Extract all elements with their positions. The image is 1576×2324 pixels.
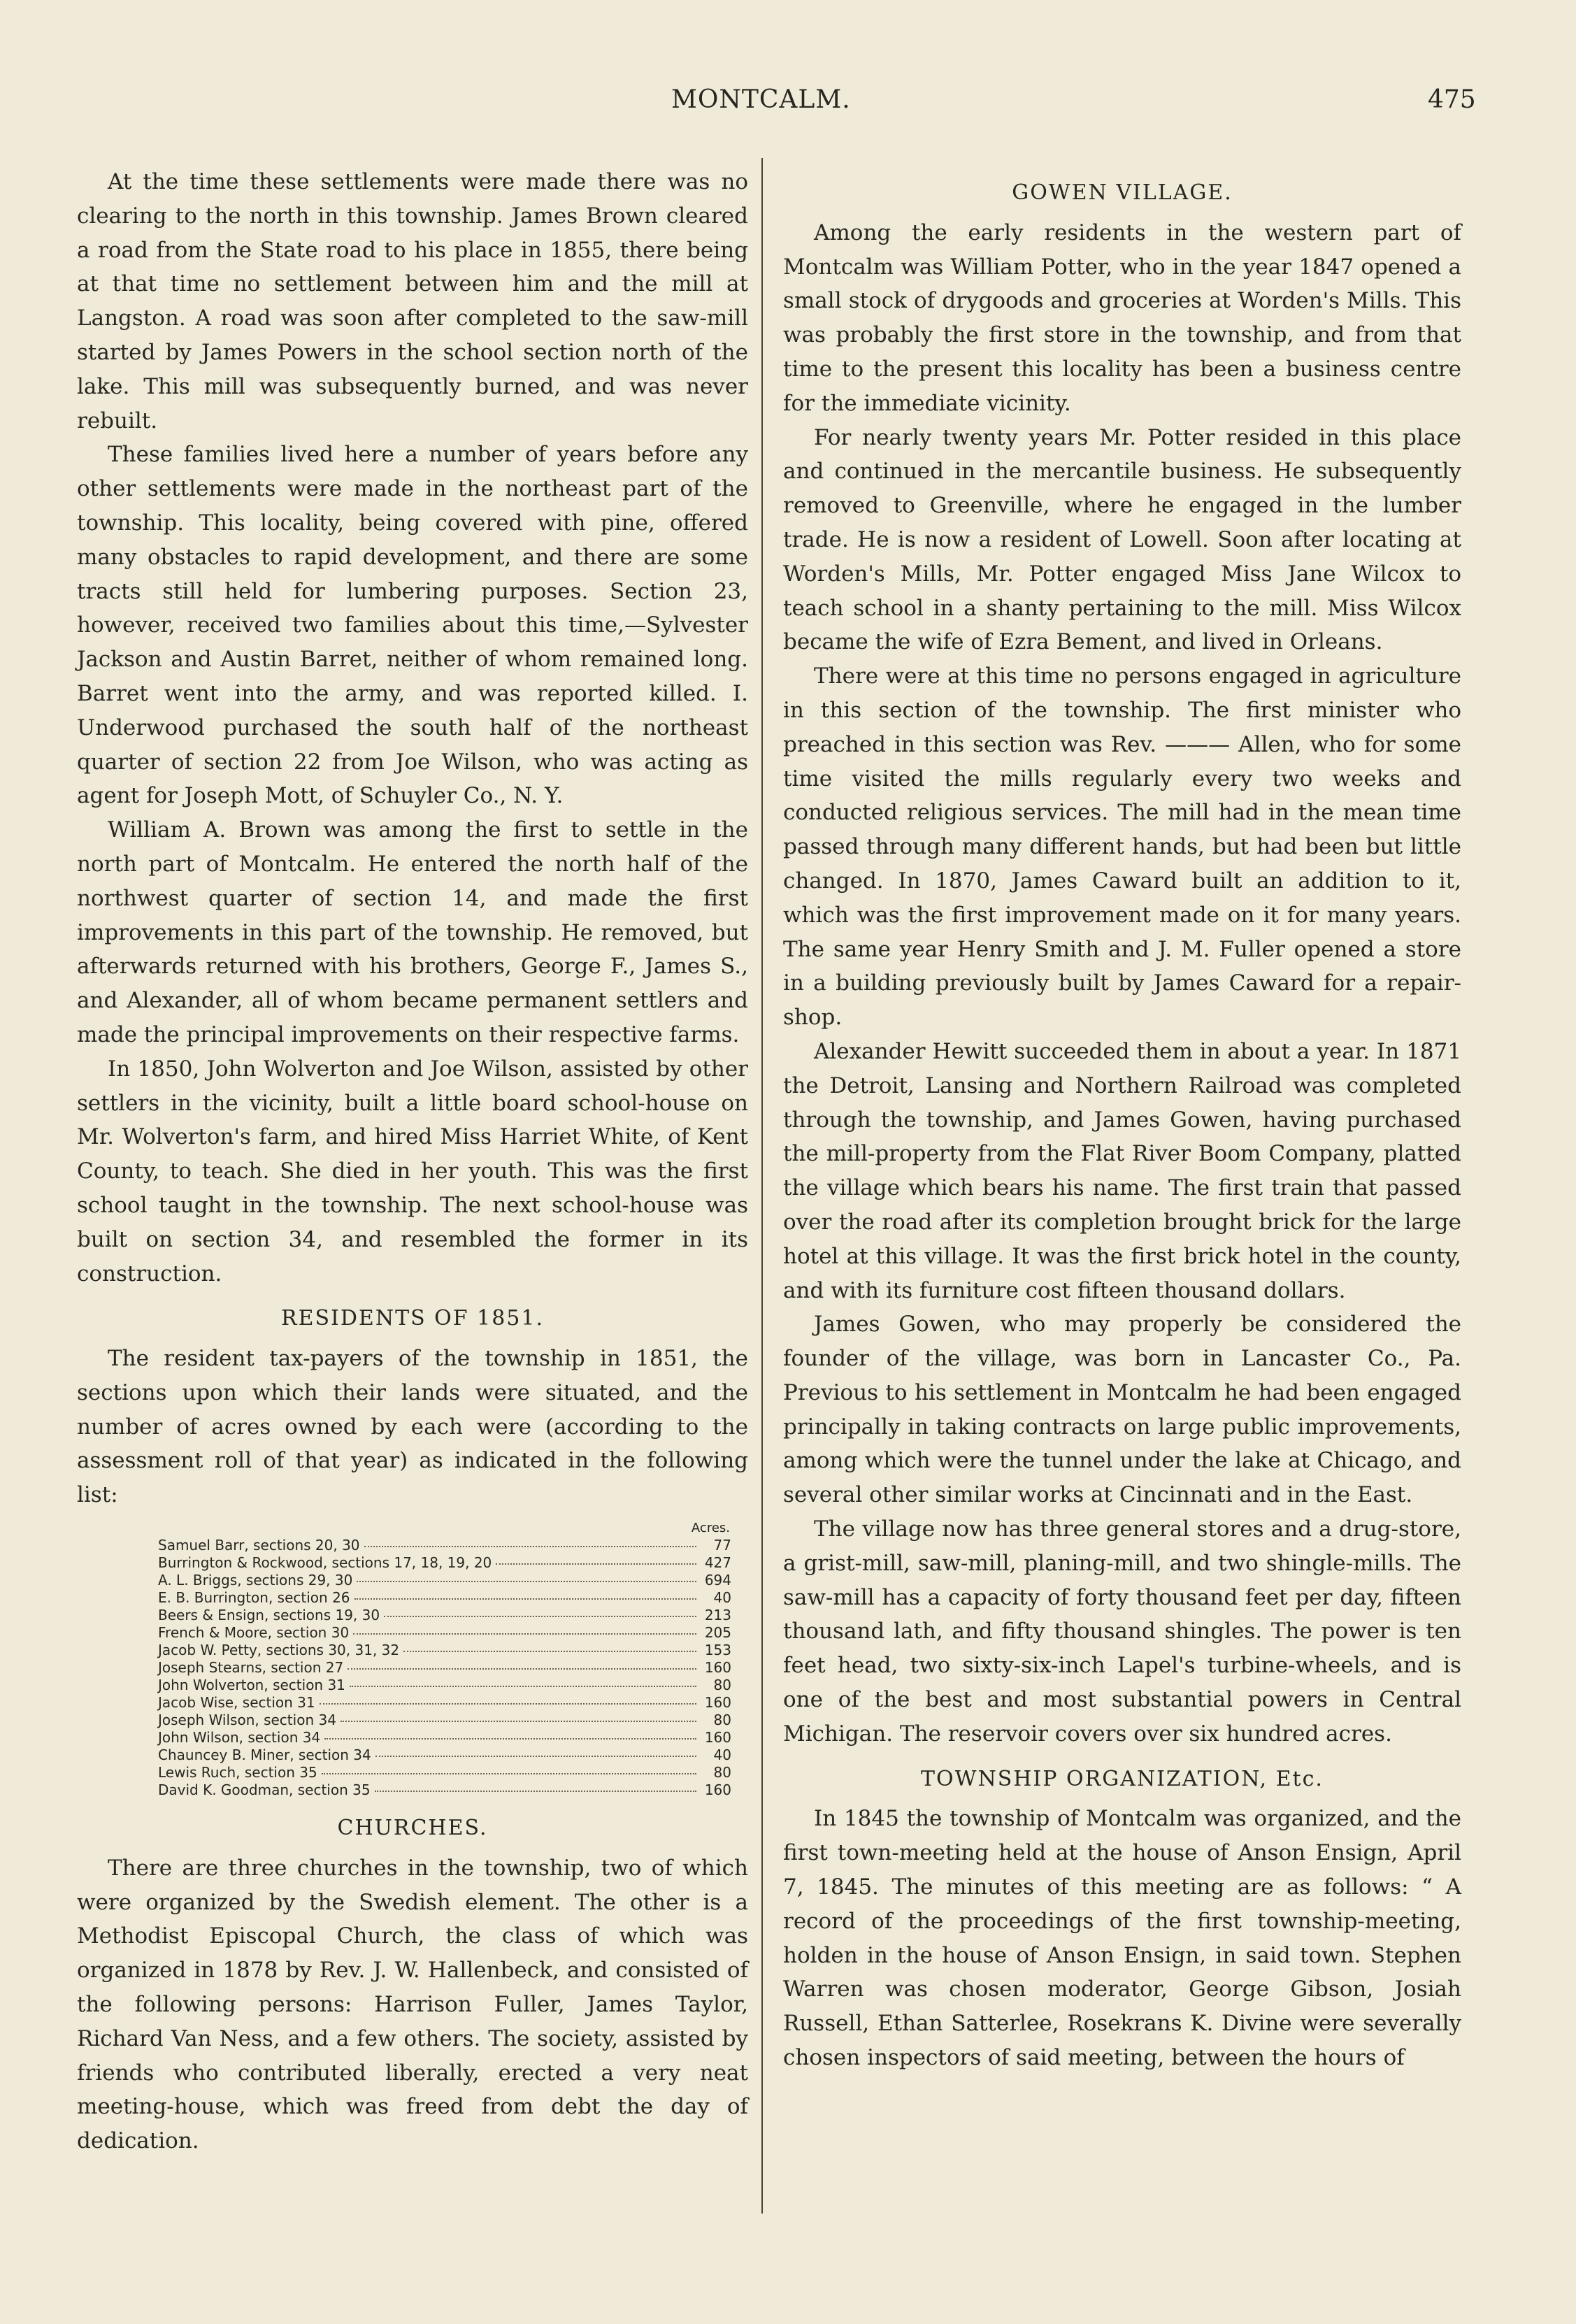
township-organization-heading: TOWNSHIP ORGANIZATION, Etc. [921, 1766, 1324, 1791]
dot-leader [348, 1668, 696, 1670]
resident-acres: 160 [704, 1694, 731, 1712]
paragraph: Alexander Hewitt succeeded them in about a year. In 1871 the Detroit, Lansing and Northern Railroad was completed through the township, and James Gowen, having purchased the mill-property from the Flat River Boom Company, platted the village which bears his name. The first train that passed over the road after its completion brought brick for the large hotel at this village. It was the first brick hotel in the county, and with its furniture cost fifteen thousand dollars. [783, 1038, 1461, 1303]
resident-name: Joseph Wilson, section 34 [158, 1712, 336, 1729]
resident-acres: 160 [704, 1729, 731, 1746]
residents-heading: RESIDENTS OF 1851. [280, 1306, 545, 1331]
resident-name: Beers & Ensign, sections 19, 30 [158, 1607, 380, 1624]
resident-row [77, 1554, 748, 1572]
residents-intro: The resident tax-payers of the township in 1851, the sections upon which their lands were situated, and the number of acres owned by each were (according to the assessment roll of that year) as indicated in the following list: [77, 1346, 748, 1508]
resident-row [77, 1746, 748, 1764]
resident-acres: 40 [713, 1746, 731, 1764]
township-paragraph: In 1845 the township of Montcalm was organized, and the first town-meeting held at the house of Anson Ensign, April 7, 1845. The minutes of this meeting are as follows: “ A record of the proceedings of the first township-meeting, holden in the house of Anson Ensign, in said town. Stephen Warren was chosen moderator, George Gibson, Josiah Russell, Ethan Satterlee, Rosekrans K. Divine were severally chosen inspectors of said meeting, between the hours of [783, 1806, 1461, 2071]
dot-leader [496, 1563, 696, 1565]
resident-name: A. L. Briggs, sections 29, 30 [158, 1572, 353, 1589]
paragraph: The village now has three general stores and a drug-store, a grist-mill, saw-mill, planing-mill, and two shingle-mills. The saw-mill has a capacity of forty thousand feet per day, fifteen thousand lath, and fifty thousand shingles. The power is ten feet head, two sixty-six-inch Lapel's turbine-wheels, and is one of the best and most substantial powers in Central Michigan. The reservoir covers over six hundred acres. [783, 1516, 1461, 1746]
resident-name: Jacob Wise, section 31 [158, 1694, 315, 1712]
dot-leader [403, 1651, 696, 1652]
paragraph: These families lived here a number of years before any other settlements were made in the northeast part of the township. This locality, being covered with pine, offered many obstacles to rapid development, and there are some tracts still held for lumbering purposes. Section 23, however, received two families about this time,—Sylvester Jackson and Austin Barret, neither of whom remained long. Barret went into the army, and was reported killed. I. Underwood purchased the south half of the northeast quarter of section 22 from Joe Wilson, who was acting as agent for Joseph Mott, of Schuyler Co., N. Y. [77, 442, 748, 809]
residents-list [77, 1519, 748, 1799]
resident-row [77, 1589, 748, 1607]
paragraph: For nearly twenty years Mr. Potter resided in this place and continued in the mercantile business. He subsequently removed to Greenville, where he engaged in the lumber trade. He is now a resident of Lowell. Soon after locating at Worden's Mills, Mr. Potter engaged Miss Jane Wilcox to teach school in a shanty pertaining to the mill. Miss Wilcox became the wife of Ezra Bement, and lived in Orleans. [783, 424, 1461, 655]
resident-acres: 80 [713, 1764, 731, 1781]
resident-acres: 40 [713, 1589, 731, 1607]
resident-name: Jacob W. Petty, sections 30, 31, 32 [158, 1642, 400, 1659]
resident-row [77, 1729, 748, 1746]
resident-name: French & Moore, section 30 [158, 1624, 350, 1642]
resident-name: Burrington & Rockwood, sections 17, 18, 19, 20 [158, 1554, 492, 1572]
dot-leader [354, 1598, 696, 1600]
resident-row [77, 1659, 748, 1677]
resident-row [77, 1607, 748, 1624]
dot-leader [364, 1546, 696, 1547]
left-column [77, 165, 748, 2158]
resident-name: E. B. Burrington, section 26 [158, 1589, 350, 1607]
dot-leader [375, 1756, 696, 1757]
dot-leader [375, 1791, 696, 1792]
page-number: 475 [1428, 85, 1476, 114]
resident-name: Joseph Stearns, section 27 [158, 1659, 344, 1677]
paragraph: William A. Brown was among the first to settle in the north part of Montcalm. He entered the north half of the northwest quarter of section 14, and made the first improvements in this part of the township. He removed, but afterwards returned with his brothers, George F., James S., and Alexander, all of whom became permanent settlers and made the principal improvements on their respective farms. [77, 817, 748, 1047]
paragraph: James Gowen, who may properly be considered the founder of the village, was born in Lancaster Co., Pa. Previous to his settlement in Montcalm he had been engaged principally in taking contracts on large public improvements, among which were the tunnel under the lake at Chicago, and several other similar works at Cincinnati and in the East. [783, 1312, 1461, 1508]
resident-row [77, 1624, 748, 1642]
resident-row [77, 1642, 748, 1659]
dot-leader [320, 1703, 696, 1705]
paragraph: In 1850, John Wolverton and Joe Wilson, assisted by other settlers in the vicinity, built a little board school-house on Mr. Wolverton's farm, and hired Miss Harriet White, of Kent County, to teach. She died in her youth. This was the first school taught in the township. The next school-house was built on section 34, and resembled the former in its construction. [77, 1056, 748, 1286]
resident-row [77, 1712, 748, 1729]
resident-row [77, 1781, 748, 1799]
resident-row [77, 1694, 748, 1712]
running-title: MONTCALM. [671, 85, 851, 114]
page-header [0, 85, 1576, 127]
resident-row [77, 1677, 748, 1694]
resident-acres: 694 [704, 1572, 731, 1589]
resident-name: Samuel Barr, sections 20, 30 [158, 1537, 360, 1554]
dot-leader [353, 1633, 696, 1635]
resident-acres: 213 [704, 1607, 731, 1624]
resident-row [77, 1572, 748, 1589]
resident-name: David K. Goodman, section 35 [158, 1781, 371, 1799]
resident-acres: 80 [713, 1712, 731, 1729]
paragraph: At the time these settlements were made there was no clearing to the north in this township. James Brown cleared a road from the State road to his place in 1855, there being at that time no settlement between him and the mill at Langston. A road was soon after completed to the saw-mill started by James Powers in the school section north of the lake. This mill was subsequently burned, and was never rebuilt. [77, 169, 748, 433]
paragraph: There were at this time no persons engaged in agriculture in this section of the township. The first minister who preached in this section was Rev. ——— Allen, who for some time visited the mills regularly every two weeks and conducted religious services. The mill had in the mean time passed through many different hands, but had been but little changed. In 1870, James Caward built an addition to it, which was the first improvement made on it for many years. The same year Henry Smith and J. M. Fuller opened a store in a building previously built by James Caward for a repair-shop. [783, 664, 1461, 1031]
dot-leader [324, 1738, 696, 1740]
dot-leader [384, 1616, 696, 1617]
resident-name: Lewis Ruch, section 35 [158, 1764, 317, 1781]
resident-name: John Wilson, section 34 [158, 1729, 321, 1746]
resident-name: John Wolverton, section 31 [158, 1677, 345, 1694]
resident-acres: 205 [704, 1624, 731, 1642]
acres-column-label: Acres. [691, 1521, 730, 1536]
churches-heading: CHURCHES. [337, 1816, 488, 1841]
dot-leader [341, 1721, 696, 1722]
resident-name: Chauncey B. Miner, section 34 [158, 1746, 371, 1764]
resident-row [77, 1764, 748, 1781]
right-column [783, 165, 1461, 2075]
resident-acres: 153 [704, 1642, 731, 1659]
resident-row [77, 1537, 748, 1554]
paragraph: Among the early residents in the western part of Montcalm was William Potter, who in the year 1847 opened a small stock of drygoods and groceries at Worden's Mills. This was probably the first store in the township, and from that time to the present this locality has been a business centre for the immediate vicinity. [783, 220, 1461, 416]
resident-acres: 427 [704, 1554, 731, 1572]
churches-paragraph: There are three churches in the township, two of which were organized by the Swedish element. The other is a Methodist Episcopal Church, the class of which was organized in 1878 by Rev. J. W. Hallenbeck, and consisted of the following persons: Harrison Fuller, James Taylor, Richard Van Ness, and a few others. The society, assisted by friends who contributed liberally, erected a very neat meeting-house, which was freed from debt the day of dedication. [77, 1855, 748, 2154]
dot-leader [350, 1686, 696, 1687]
resident-acres: 160 [704, 1659, 731, 1677]
dot-leader [322, 1773, 696, 1774]
resident-acres: 77 [713, 1537, 731, 1554]
gowen-village-heading: GOWEN VILLAGE. [1012, 180, 1233, 205]
column-divider [761, 158, 763, 2214]
dot-leader [357, 1581, 696, 1582]
resident-acres: 160 [704, 1781, 731, 1799]
resident-acres: 80 [713, 1677, 731, 1694]
